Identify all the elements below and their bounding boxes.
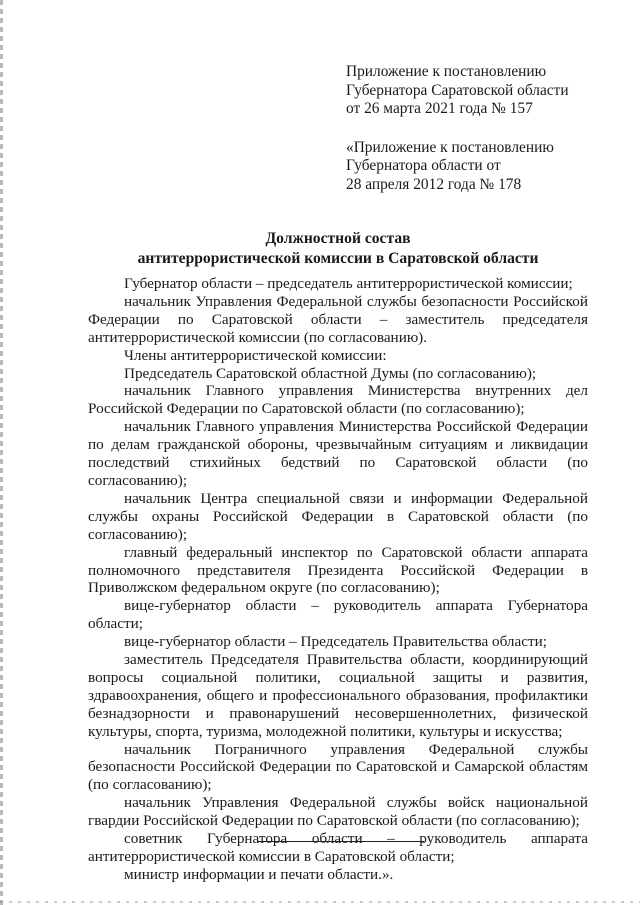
list-item: начальник Центра специальной связи и информации Федеральной службы охраны Российской Федерации в Саратовской области (по согласованию); — [88, 489, 588, 543]
header-line: 28 апреля 2012 года № 178 — [346, 175, 522, 193]
scan-edge-bottom — [0, 901, 640, 903]
list-item: начальник Главного управления Министерства Российской Федерации по делам гражданской обороны, чрезвычайным ситуациям и ликвидации последствий стихийных бедствий по Саратовской области (по согласованию); — [88, 418, 588, 489]
list-item: начальник Главного управления Министерства внутренних дел Российской Федерации по Саратовской области (по согласованию); — [88, 382, 588, 418]
header-line: Губернатора Саратовской области — [346, 81, 569, 99]
list-item: главный федеральный инспектор по Саратовской области аппарата полномочного представителя Президента Российской Федерации в Приволжском федеральном округе (по согласованию); — [88, 543, 588, 597]
list-item: советник Губернатора области – руководитель аппарата антитеррористической комиссии в Саратовской области; — [88, 830, 588, 865]
title-line-2: антитеррористической комиссии в Саратовской области — [137, 250, 539, 267]
title-line-1: Должностной состав — [265, 230, 411, 247]
list-item: Члены антитеррористической комиссии: — [124, 346, 387, 364]
list-item: начальник Управления Федеральной службы безопасности Российской Федерации по Саратовской области – заместитель председателя антитеррористической комиссии (по согласованию). — [88, 292, 588, 346]
list-item: Председатель Саратовской областной Думы (по согласованию); — [124, 364, 537, 382]
header-line: Приложение к постановлению — [346, 63, 547, 80]
closing-rule — [258, 841, 424, 842]
header-line: от 26 марта 2021 года № 157 — [346, 100, 533, 117]
list-item: Губернатор области – председатель антитеррористической комиссии; — [124, 275, 573, 292]
header-line: Губернатора области от — [346, 157, 501, 174]
list-item: начальник Управления Федеральной службы войск национальной гвардии Российской Федерации по Саратовской области (по согласованию); — [88, 794, 588, 830]
appendix-header — [346, 63, 616, 194]
list-item: министр информации и печати области.». — [124, 865, 394, 883]
composition-list — [88, 275, 588, 884]
list-item: вице-губернатор области – Председатель Правительства области; — [124, 633, 547, 651]
list-item: начальник Пограничного управления Федеральной службы безопасности Российской Федерации по Саратовской и Самарской областям (по согласованию); — [88, 740, 588, 794]
scan-edge-left — [0, 0, 3, 905]
list-item: заместитель Председателя Правительства области, координирующий вопросы социальной политики, социальной защиты и развития, здравоохранения, общего и профессионального образования, профилактики безнадзорности и правонарушений несовершеннолетних, физической культуры, спорта, туризма, молодежной политики, культуры и искусства; — [88, 651, 588, 740]
list-item: вице-губернатор области – руководитель аппарата Губернатора области; — [88, 597, 588, 633]
document-title — [88, 229, 588, 269]
header-line: «Приложение к постановлению — [346, 138, 554, 156]
